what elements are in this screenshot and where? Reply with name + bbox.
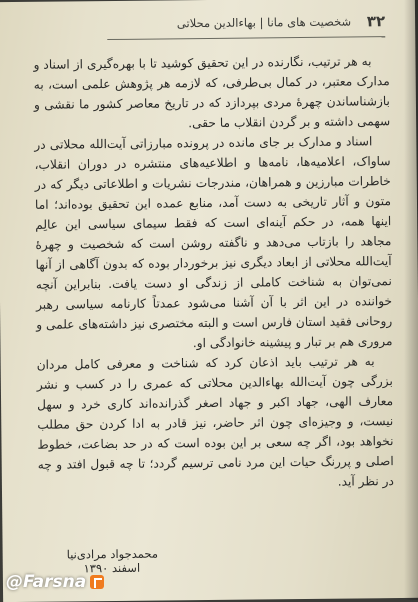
- paragraph-intro: به هر ترتیب، نگارنده در این تحقیق کوشید تا با بهره‌گیری از اسناد و مدارک معتبر، در کمال بی‌طرفی، که لازمه هر پژوهش علمی است، به بازشناساندن چهرهٔ مردی بپردازد که در تاریخ معاصر کشور ما نقشی و سهمی داشته و بر گردن انقلاب ما حقی.: [33, 54, 391, 131]
- paragraph-conclusion: به هر ترتیب باید اذعان کرد که شناخت و معرفی کامل مردان بزرگی چون آیت‌الله بهاءالدین محلاتی که عمری را در کسب و نشر معارف الهی، جهاد اکبر و جهاد اصغر گذرانده‌اند کاری خرد و سهل نیست، و وجیزه‌ای چون اثر حاضر، نیز قادر به ادا کردن حق مطلب نخواهد بود، اگر چه سعی بر این بوده است که در حد بضاعت، خطوط اصلی و پررنگ حیات این مرد نامی ترسیم گردد؛ تا چه قبول افتد و چه در نظر آید.: [36, 354, 394, 489]
- farsna-watermark: [6, 572, 104, 592]
- page-body: [33, 51, 394, 495]
- header-rule: [107, 36, 385, 40]
- page-edge-shadow: [404, 0, 418, 600]
- signature-date: اسفند ۱۳۹۰: [83, 560, 141, 576]
- running-header: [107, 10, 385, 39]
- paragraph-sources: اسناد و مدارک بر جای مانده در پرونده مبارزاتی آیت‌الله محلاتی در ساواک، اعلامیه‌ها، نامه‌ها و اطلاعیه‌های منتشره در دوران انقلاب، خاطرات مبارزین و همراهان، مندرجات نشریات و اطلاعاتی دیگر که در متون و آثار تاریخی به دست آمد، منابع عمده این تحقیق بوده‌اند؛ اما اینها همه، در حکم آینه‌ای است که فقط سیمای سیاسی این عالِم مجاهد را بازتاب می‌دهد و ناگفته روشن است که شخصیت و چهرهٔ آیت‌الله محلاتی از ابعاد دیگری نیز برخوردار بوده که بدون آگاهی از آنها نمی‌توان به شناخت کاملی از زندگی او دست یافت. بنابراین آنچه خواننده در این اثر با آن آشنا می‌شود عمدتاً کارنامه سیاسی رهبر روحانی فقید استان فارس است و البته مختصری نیز داشته‌های علمی و مروری هم بر تبار و پیشینه خانوادگی او.: [34, 134, 393, 351]
- page-number: ۳۲: [366, 12, 386, 31]
- running-title: شخصیت های مانا | بهاءالدین محلاتی: [176, 14, 352, 31]
- author-name: محمدجواد مرادی‌نیا: [66, 546, 159, 562]
- farsnews-logo-icon: [90, 575, 104, 589]
- watermark-text: @Farsna: [6, 572, 87, 592]
